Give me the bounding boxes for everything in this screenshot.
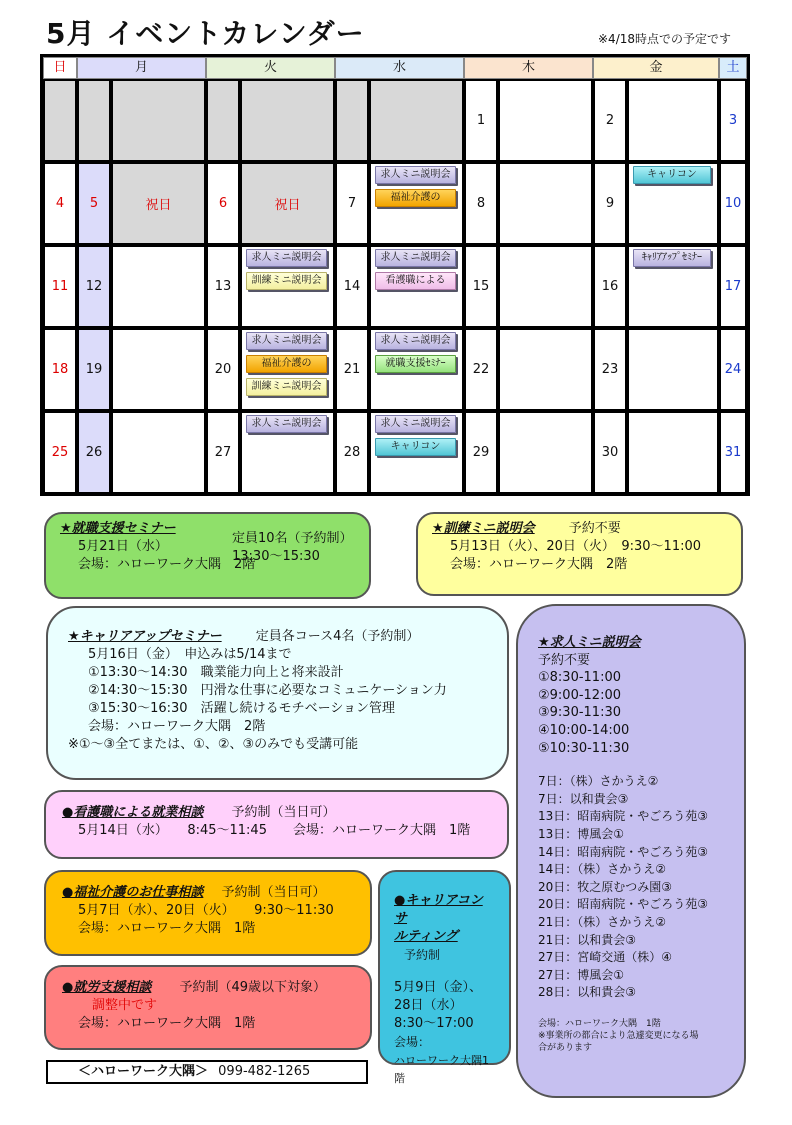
day-cell (111, 411, 206, 494)
mini-company-item: 21日：（株）さかうえ② (538, 914, 667, 929)
kunren-place: 会場：ハローワーク大隅 2階 (450, 557, 628, 572)
kunren-cap: 予約不要 (568, 521, 621, 536)
day-number: 23 (593, 328, 627, 411)
consult-title-1: ●キャリアコンサ (394, 893, 483, 926)
mini-company-item: 27日：宮崎交通（株）④ (538, 950, 673, 965)
mini-note-2: 合があります (538, 1042, 593, 1053)
day-cell (498, 328, 593, 411)
day-number: 21 (335, 328, 369, 411)
header-mon: 月 (77, 57, 206, 79)
event-calendar (40, 54, 750, 496)
event-chip-fukushi[interactable]: 福祉介護の (246, 355, 327, 373)
day-number: 10 (719, 162, 747, 245)
mini-company-item: 27日：博風会① (538, 967, 625, 982)
kunren-box (416, 512, 743, 596)
shuro-place: 会場：ハローワーク大隅 1階 (78, 1016, 256, 1031)
day-number: 30 (593, 411, 627, 494)
event-chip-kyujin[interactable]: 求人ミニ説明会 (246, 249, 327, 267)
event-chip-kunren[interactable]: 訓練ミニ説明会 (246, 378, 327, 396)
day-number: 8 (464, 162, 498, 245)
day-number: 31 (719, 411, 747, 494)
kunren-title: ★訓練ミニ説明会 (432, 521, 535, 536)
holiday-cell: 祝日 (111, 162, 206, 245)
day-number: 17 (719, 245, 747, 328)
day-number (43, 79, 77, 162)
career-date: 5月16日（金） 申込みは5/14まで (88, 647, 292, 662)
mini-company-item: 20日：牧之原むつみ園③ (538, 879, 673, 894)
consult-place-2: ハローワーク大隅1階 (394, 1054, 489, 1085)
mini-times (538, 669, 724, 757)
day-cell (111, 328, 206, 411)
mini-time-slot: ③9:30-11:30 (538, 705, 622, 721)
day-cell (111, 79, 206, 162)
contact-box (46, 1060, 368, 1084)
day-cell (240, 79, 335, 162)
day-number: 4 (43, 162, 77, 245)
shushoku-time: 13:30～15:30 (232, 549, 320, 564)
event-chip-kyujin[interactable]: 求人ミニ説明会 (375, 166, 456, 184)
day-number: 18 (43, 328, 77, 411)
consult-date-2: 28日（水） (394, 998, 463, 1013)
header-tue: 火 (206, 57, 335, 79)
kango-date: 5月14日（水） 8:45～11:45 会場：ハローワーク大隅 1階 (78, 823, 471, 838)
event-chip-kyujin[interactable]: 求人ミニ説明会 (246, 332, 327, 350)
contact-tel: 099-482-1265 (218, 1064, 311, 1079)
shuro-status: 調整中です (92, 998, 158, 1013)
shuro-cap: 予約制（49歳以下対象） (179, 980, 327, 995)
event-chip-career_con[interactable]: キャリコン (375, 438, 456, 456)
event-chip-kyujin[interactable]: 求人ミニ説明会 (375, 332, 456, 350)
shuro-title: ●就労支援相談 (62, 980, 152, 995)
day-number: 1 (464, 79, 498, 162)
shushoku-place: 会場：ハローワーク大隅 2階 (78, 557, 256, 572)
shushoku-cap: 定員10名（予約制） (232, 531, 353, 546)
event-chip-career_up[interactable]: ｷｬﾘｱｱｯﾌﾟｾﾐﾅｰ (633, 249, 711, 267)
day-number: 15 (464, 245, 498, 328)
shuro-box (44, 965, 372, 1050)
event-chip-kunren[interactable]: 訓練ミニ説明会 (246, 272, 327, 290)
event-chip-fukushi[interactable]: 福祉介護の (375, 189, 456, 207)
header-wed: 水 (335, 57, 464, 79)
shushoku-title: ★就職支援セミナー (60, 521, 176, 536)
day-number: 24 (719, 328, 747, 411)
day-number: 29 (464, 411, 498, 494)
mini-time-slot: ④10:00-14:00 (538, 722, 630, 738)
mini-title: ★求人ミニ説明会 (538, 635, 641, 650)
day-cell (498, 162, 593, 245)
mini-place: 会場：ハローワーク大隅 1階 (538, 1018, 661, 1029)
day-number: 6 (206, 162, 240, 245)
career-course-1: ①13:30～14:30 職業能力向上と将来設計 (88, 665, 344, 680)
mini-company-item: 14日：（株）さかうえ② (538, 862, 667, 877)
fukushi-box (44, 870, 372, 956)
day-cell (627, 328, 719, 411)
consult-place-1: 会場： (394, 1035, 431, 1049)
event-chip-career_con[interactable]: キャリコン (633, 166, 711, 184)
day-number: 13 (206, 245, 240, 328)
career-course-2: ②14:30～15:30 円滑な仕事に必要なコミュニケーション力 (88, 683, 447, 698)
fukushi-place: 会場：ハローワーク大隅 1階 (78, 921, 256, 936)
page-title: 5月 イベントカレンダー (46, 17, 365, 50)
mini-company-item: 20日：昭南病院・やごろう苑③ (538, 897, 709, 912)
shushoku-date: 5月21日（水） (78, 539, 168, 554)
header-thu: 木 (464, 57, 593, 79)
day-number: 11 (43, 245, 77, 328)
contact-name: ＜ハローワーク大隅＞ (78, 1064, 209, 1079)
day-number (335, 79, 369, 162)
day-number: 22 (464, 328, 498, 411)
mini-time-slot: ②9:00-12:00 (538, 687, 622, 703)
event-chip-kyujin[interactable]: 求人ミニ説明会 (375, 415, 456, 433)
career-note: ※①～③全てまたは、①、②、③のみでも受講可能 (68, 737, 359, 752)
mini-company-item: 7日：以和貴会③ (538, 791, 629, 806)
career-title: ★キャリアアップセミナー (68, 629, 222, 644)
day-number: 2 (593, 79, 627, 162)
career-up-box (46, 606, 509, 780)
header-sat: 土 (719, 57, 747, 79)
kango-cap: 予約制（当日可） (231, 805, 336, 820)
mini-cap: 予約不要 (538, 652, 591, 668)
consult-time: 8:30～17:00 (394, 1016, 474, 1031)
event-chip-kyujin[interactable]: 求人ミニ説明会 (375, 249, 456, 267)
mini-seminar-box (516, 604, 746, 1098)
kango-title: ●看護職による就業相談 (62, 805, 204, 820)
day-number (206, 79, 240, 162)
career-place: 会場：ハローワーク大隅 2階 (88, 719, 266, 734)
day-number: 5 (77, 162, 111, 245)
day-cell (369, 79, 464, 162)
consulting-box (378, 870, 511, 1085)
mini-company-item: 14日：昭南病院・やごろう苑③ (538, 844, 709, 859)
update-note: ※4/18時点での予定です (598, 32, 732, 46)
shushoku-seminar-box (44, 512, 371, 599)
consult-title-2: ルティング (394, 929, 458, 944)
day-number: 20 (206, 328, 240, 411)
consult-cap: 予約制 (404, 948, 441, 962)
holiday-cell: 祝日 (240, 162, 335, 245)
event-chip-kyujin[interactable]: 求人ミニ説明会 (246, 415, 327, 433)
fukushi-date: 5月7日（水）、20日（火） 9:30～11:30 (78, 903, 334, 918)
mini-company-item: 13日：博風会① (538, 826, 625, 841)
mini-note-1: ※事業所の都合により急遽変更になる場 (538, 1030, 699, 1041)
fukushi-title: ●福祉介護のお仕事相談 (62, 885, 204, 900)
career-cap: 定員各コース4名（予約制） (255, 629, 420, 644)
kunren-date: 5月13日（火）、20日（火） 9:30～11:00 (450, 539, 702, 554)
day-cell (627, 411, 719, 494)
day-number: 3 (719, 79, 747, 162)
day-number: 14 (335, 245, 369, 328)
event-chip-kango[interactable]: 看護職による (375, 272, 456, 290)
day-number (77, 79, 111, 162)
fukushi-cap: 予約制（当日可） (221, 885, 326, 900)
mini-company-item: 28日：以和貴会③ (538, 985, 637, 1000)
day-number: 25 (43, 411, 77, 494)
mini-company-item: 13日：昭南病院・やごろう苑③ (538, 809, 709, 824)
day-number: 28 (335, 411, 369, 494)
day-cell (498, 245, 593, 328)
consult-date-1: 5月9日（金）、 (394, 980, 483, 995)
day-cell (627, 79, 719, 162)
day-number: 19 (77, 328, 111, 411)
mini-time-slot: ⑤10:30-11:30 (538, 740, 630, 756)
day-number: 26 (77, 411, 111, 494)
day-number: 9 (593, 162, 627, 245)
day-cell (111, 245, 206, 328)
day-number: 7 (335, 162, 369, 245)
mini-company-list (538, 773, 724, 1002)
day-cell (498, 79, 593, 162)
career-course-3: ③15:30～16:30 活躍し続けるモチベーション管理 (88, 701, 396, 716)
day-number: 27 (206, 411, 240, 494)
mini-company-item: 21日：以和貴会③ (538, 932, 637, 947)
day-number: 12 (77, 245, 111, 328)
mini-company-item: 7日：（株）さかうえ② (538, 774, 659, 789)
day-number: 16 (593, 245, 627, 328)
event-chip-shushoku[interactable]: 就職支援ｾﾐﾅｰ (375, 355, 456, 373)
mini-time-slot: ①8:30-11:00 (538, 670, 622, 686)
kango-box (44, 790, 509, 859)
day-cell (498, 411, 593, 494)
header-fri: 金 (593, 57, 719, 79)
header-sun: 日 (43, 57, 77, 79)
